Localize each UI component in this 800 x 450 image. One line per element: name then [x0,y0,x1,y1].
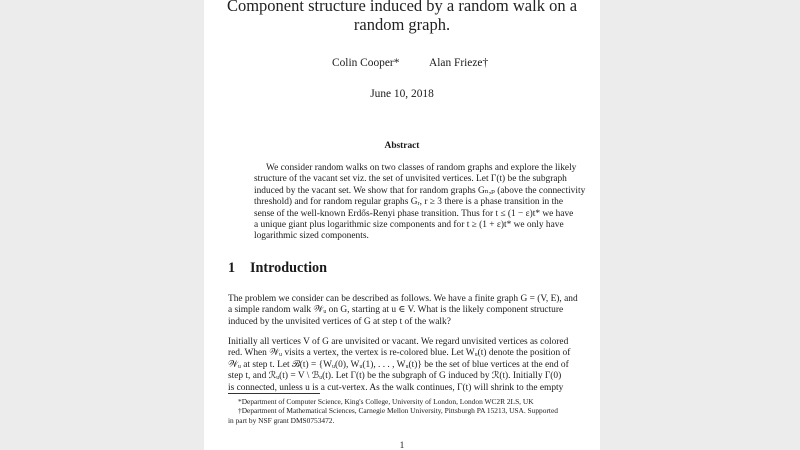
page-number: 1 [399,441,405,450]
abstract-heading: Abstract [384,141,420,151]
section-heading [228,260,327,277]
abstract-line: induced by the vacant set. We show that for random graphs Gₙ,ₚ (above the connectivity [254,185,586,196]
abstract-body [254,163,590,243]
body-line: red. When 𝒲ᵤ visits a vertex, the vertex is re-colored blue. Let Wᵤ(t) denote the position of [228,348,571,359]
body-line: induced by the unvisited vertices of G at step t of the walk? [228,316,451,327]
body-line: a simple random walk 𝒲ᵤ on G, starting at u ∈ V. What is the likely component structure [228,305,564,316]
abstract-line: structure of the vacant set viz. the set of unvisited vertices. Let Γ(t) be the subgraph [254,174,567,185]
intro-paragraph-1 [228,294,578,328]
abstract-line: We consider random walks on two classes of random graphs and explore the likely [266,163,577,173]
footnote-rule [228,393,320,394]
section-number: 1 [228,260,236,276]
intro-paragraph-2 [228,337,570,394]
author-alan-frieze: Alan Frieze† [429,57,489,69]
body-line: The problem we consider can be described as follows. We have a finite graph G = (V, E), and [228,294,578,304]
abstract-line: logarithmic sized components. [254,231,369,242]
author-colin-cooper: Colin Cooper* [332,57,400,69]
paper-title-line-1: Component structure induced by a random walk on a [226,0,578,15]
body-line: Initially all vertices V of G are unvisited or vacant. We regard unvisited vertices as colored [228,337,569,347]
footnote-line: †Department of Mathematical Sciences, Carnegie Mellon University, Pittsburgh PA 15213, USA. Supported [238,406,558,416]
paper-title-line-2: random graph. [353,15,451,34]
paper-date: June 10, 2018 [370,88,434,100]
body-line: step t, and ℛᵤ(t) = V \ ℬᵤ(t). Let Γ(t) be the subgraph of G induced by ℛ(t). Initially Γ(0) [228,371,562,382]
body-line: 𝒲ᵤ at step t. Let ℬ(t) = {Wᵤ(0), Wᵤ(1), . . . , Wᵤ(t)} be the set of blue vertices at the end of [228,359,569,370]
paper-page [204,0,600,450]
abstract-line: sense of the well-known Erdős-Renyi phase transition. Thus for t ≤ (1 − ε)t* we have [254,208,574,219]
authors [204,57,600,71]
footnote-line: *Department of Computer Science, King's College, University of London, London WC2R 2LS, UK [238,397,534,406]
body-line: is connected, unless u is a cut-vertex. As the walk continues, Γ(t) will shrink to the empty [228,382,564,393]
section-title: Introduction [250,260,327,276]
abstract-line: a unique giant plus logarithmic size components and for t ≥ (1 + ε)t* we only have [254,220,564,231]
footnotes [228,397,558,425]
footnote-line: in part by NSF grant DMS0753472. [228,415,335,425]
abstract-line: threshold) and for random regular graphs Gᵣ, r ≥ 3 there is a phase transition in the [254,197,564,208]
